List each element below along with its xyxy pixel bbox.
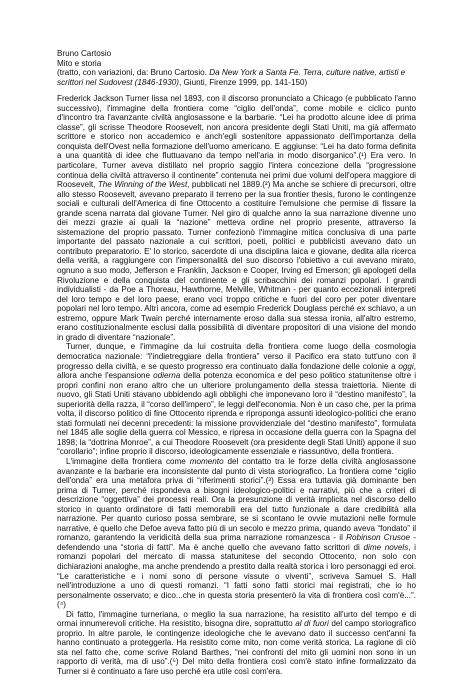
text-run: Turner, dunque, e l'immagine da lui costruita della frontiera come luogo della cosmologia democratica nazionale: “l'indietreggiare della frontiera” verso il Pacifico era stato tutt'uno con il progresso della civiltà, e se questo progresso era continuato dalla fondazione delle colonie a: [57, 342, 416, 371]
italic-text-run: odierna: [153, 371, 181, 381]
text-run: della potenza economica e del peso politico statunitense oltre i propri confini non erano altro che un ulteriore prolungamento della stessa traiettoria. Niente di nuovo, gli Stati Uniti stavano ubbidendo agli obblighi che imponevano loro il “destino manifesto”, la superiorità della razza, il “corso dell'impero”, le leggi dell'economia. Non è un caso che, per la prima volta, il discorso politico di fine Ottocento riprenda e riproponga assunti ideologico-politici che erano stati formulati nei decenni precedenti: la missione provvidenziale del “destino manifesto”, formulata nel 1845 alle soglie della guerra col Messico, e ripresa in occasione della guerra con la Spagna del 1898; la “dottrina Monroe”, a cui Theodore Roosevelt (ora presidente degli Stati Uniti) appone il suo “corollario”; infine proprio il discorso, ideologicamente essenziale e riassuntivo, della frontiera.: [57, 371, 416, 457]
body-paragraph: [57, 342, 416, 457]
author-line: [57, 49, 416, 59]
text-run: del contatto tra le forze della civiltà anglosassone avanzante e la barbarie era inconsistente dal punto di vista storiografico. La frontiera come “ciglio dell'onda” era una metafora priva di “riferimenti storici”.(³) Essa era tuttavia già dominante ben prima di Turner, perché rispondeva a bisogni ideologico-politici e narrativi, più che a criteri di descrizione “oggettiva” dei processi reali. Ora la presunzione di verità implicita nel discorso dello storico in quanto ordinatore di fatti memorabili era del tutto funzionale a dare credibilità alla narrazione. Per quanto curioso possa sembrare, se si scontano le ovvie mutazioni nelle formule narrative, è quello che Defoe aveva fatto più di un secolo e mezzo prima, quando aveva “fondato” il romanzo, garantendo la veridicità della sua prima narrazione romanzesca - il: [57, 456, 416, 543]
text-run: - defendendo una “storia di fatti”. Ma è anche quello che avevano fatto scrittori di: [57, 533, 417, 552]
article-title: Mito e storia: [57, 58, 102, 68]
italic-text-run: oggi: [398, 361, 414, 371]
italic-text-run: The Winning of the West: [97, 180, 188, 190]
text-run: , i romanzi popolari del mercato di massa statunitese del secondo Ottocento, non solo con dichiarazioni analoghe, ma anche prendendo a prestito dalla realtà storica i loro personaggi ed eroi. “Le caratteristiche e i nomi sono di persone vissute o viventi”, scriveva Samuel S. Hall nell'introduzione a uno di questi romanzi. “I fatti sono fatti storici mai registrati, che io ho personalmente osservato; e dico...che in questa storia presenterò la vita di frontiera così com'è...”.(⁴): [57, 542, 416, 610]
text-run: del campo storiografico proprio. In altre parole, le contingenze ideologiche che le avevano dato il successo cent'anni fa hanno continuato a proteggerla. Ha resistito come mito, non come verità storica. La ragione di ciò sta nel fatto che, come scrive Roland Barthes, “nei confronti del mito gli uomini non sono in un rapporto di verità, ma di uso”.(⁵) Del mito della frontiera così com'è stato infine formalizzato da Turner si è continuato a fare uso perché era utile così com'era.: [57, 619, 416, 676]
text-run: , pubblicati nel 1889.(²) Ma anche se schiere di precursori, oltre allo stesso Roosevelt, avevano preparato il terreno per la sua frontier thesis, furono le contingenze sociali e culturali dell'America di fine Ottocento a costituire l'emulsione che permise di fissare la grande scena narrata dal giovane Turner. Nel giro di qualche anno la sua narrazione divenne uno dei mezzi grazie ai quali la “nazione” mettevа ordine nel proprio presente, attraverso la sistemazione del proprio passato. Turner confezionò l'immagine mitica conclusiva di una parte importante del passato nazionale a cui scrittori, poeti, politici e pubblicisti avevano dato un contributo preparatorio. E' lo storico, sacerdote di una disciplina laica e giovane, dedita alla ricerca della verità, a raggiungere con l'impersonalità del suo discorso l'obiettivo a cui avevano mirato, ognuno a suo modo, Jefferson e Franklin, Jackson e Cooper, Irving ed Emerson; gli apologeti della Rivoluzione e della conquista del continente e gli scribacchini dei romanzi popolari. I grandi individualisti - da Poe a Thoreau, Hawthorne, Melville, Whitman - per quanto eccezionali interpreti del loro tempo e del loro paese, erano voci troppo critiche e fuori del coro per poter diventare popolari nel loro tempo. Altri ancora, come ad esempio Frederick Douglass perché ex schiavo, a un estremo, oppure Mark Twain perché internamente eroso dalla sua stessa ironia, all'altro estremo, erano costituzionalmente esclusi dalla possibilità di diventare propositori di una visione del mondo in grado di diventare “nazionale”.: [57, 180, 416, 342]
source-book-title: Da New York a Santa Fe. Terra, culture native, artisti e scrittori nel Sudovest (1846-1930): [57, 68, 406, 87]
italic-text-run: al di fuori: [295, 619, 329, 629]
body-paragraph: [57, 94, 416, 342]
source-citation: [57, 68, 416, 87]
article-body: [57, 94, 416, 676]
text-run: L'immagine della frontiera come: [66, 456, 190, 466]
body-paragraph: [57, 457, 416, 610]
italic-text-run: momento: [189, 456, 224, 466]
italic-text-run: dime novels: [363, 542, 409, 552]
source-prefix: (tratto, con variazioni, da: Bruno Cartosio.: [57, 68, 210, 78]
text-run: , allora anche l'espansione: [57, 361, 416, 381]
text-run: Frederick Jackson Turner lissa nel 1893, con il discorso pronunciato a Chicago (e pubblicato l'anno successivo), l'immagine della frontiera come “ciglio dell'onda”, come mobile e ciclico punto d'incontro tra l'avanzante civiltà anglosassone e la barbarie. “Lei ha prodotto alcune idee di prima classe”, gli scrisse Theodore Roosevelt, non ancora presidente degli Stati Uniti, ma già affermato scrittore e storico non accademico e anch'egli sostenitore appassionato dell'importanza della conquista dell'Ovest nella formazione dell'uomo americano. E aggiunse: “Lei ha dato forma definita a una quantità di idee che fluttuavano da tempo nell'aria in modo disorganico”.(¹) Era vero. In particolare, Turner aveva distillato nel proprio saggio l'intera concezione della “progressione continua della civiltà attraverso il continente” contenuta nei primi due volumi dell'opera maggiore di Roosevelt,: [57, 94, 416, 190]
body-paragraph: [57, 610, 416, 677]
author-name: Bruno Cartosio: [57, 49, 112, 58]
italic-text-run: Robinson Crusoe: [346, 533, 410, 543]
source-suffix: , Giunti, Firenze 1999, pp. 141-150): [178, 77, 308, 87]
text-run: Di fatto, l'immagine turneriana, o meglio la sua narrazione, ha resistito all'urto del tempo e di ormai innumerevoli critiche. Ha resistito, bisogna dire, soprattutto: [57, 609, 416, 629]
